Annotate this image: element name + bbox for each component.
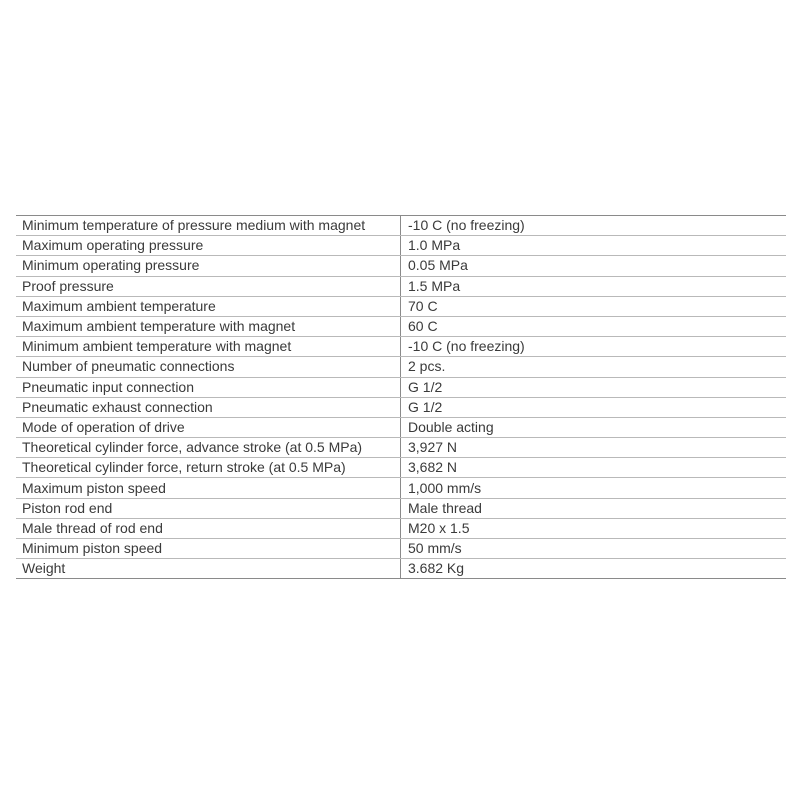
spec-label: Piston rod end — [16, 498, 401, 518]
table-row — [16, 559, 786, 579]
spec-value: Male thread — [401, 498, 787, 518]
table-row — [16, 438, 786, 458]
spec-value: M20 x 1.5 — [401, 518, 787, 538]
table-row — [16, 498, 786, 518]
spec-value: 50 mm/s — [401, 539, 787, 559]
spec-value: -10 C (no freezing) — [401, 216, 787, 236]
table-row — [16, 337, 786, 357]
spec-label: Mode of operation of drive — [16, 417, 401, 437]
spec-label: Theoretical cylinder force, return stroke (at 0.5 MPa) — [16, 458, 401, 478]
spec-value: 3,682 N — [401, 458, 787, 478]
table-row — [16, 216, 786, 236]
spec-value: Double acting — [401, 417, 787, 437]
spec-value: 2 pcs. — [401, 357, 787, 377]
spec-label: Theoretical cylinder force, advance stroke (at 0.5 MPa) — [16, 438, 401, 458]
table-row — [16, 478, 786, 498]
spec-label: Male thread of rod end — [16, 518, 401, 538]
spec-label: Pneumatic input connection — [16, 377, 401, 397]
spec-label: Maximum piston speed — [16, 478, 401, 498]
table-row — [16, 377, 786, 397]
spec-label: Proof pressure — [16, 276, 401, 296]
table-row — [16, 397, 786, 417]
spec-value: G 1/2 — [401, 397, 787, 417]
table-row — [16, 458, 786, 478]
table-row — [16, 296, 786, 316]
table-row — [16, 256, 786, 276]
spec-label: Maximum ambient temperature — [16, 296, 401, 316]
spec-value: 1.0 MPa — [401, 236, 787, 256]
spec-label: Minimum ambient temperature with magnet — [16, 337, 401, 357]
spec-label: Minimum temperature of pressure medium with magnet — [16, 216, 401, 236]
spec-label: Weight — [16, 559, 401, 579]
spec-label: Number of pneumatic connections — [16, 357, 401, 377]
spec-value: G 1/2 — [401, 377, 787, 397]
table-row — [16, 518, 786, 538]
table-row — [16, 539, 786, 559]
spec-value: 3.682 Kg — [401, 559, 787, 579]
spec-label: Maximum operating pressure — [16, 236, 401, 256]
spec-label: Pneumatic exhaust connection — [16, 397, 401, 417]
table-row — [16, 357, 786, 377]
table-row — [16, 417, 786, 437]
spec-value: 1,000 mm/s — [401, 478, 787, 498]
table-row — [16, 236, 786, 256]
spec-value: 0.05 MPa — [401, 256, 787, 276]
spec-label: Minimum operating pressure — [16, 256, 401, 276]
table-row — [16, 316, 786, 336]
table-row — [16, 276, 786, 296]
spec-label: Minimum piston speed — [16, 539, 401, 559]
spec-value: -10 C (no freezing) — [401, 337, 787, 357]
spec-table — [16, 215, 786, 579]
spec-value: 60 C — [401, 316, 787, 336]
spec-value: 3,927 N — [401, 438, 787, 458]
spec-value: 70 C — [401, 296, 787, 316]
spec-label: Maximum ambient temperature with magnet — [16, 316, 401, 336]
spec-value: 1.5 MPa — [401, 276, 787, 296]
